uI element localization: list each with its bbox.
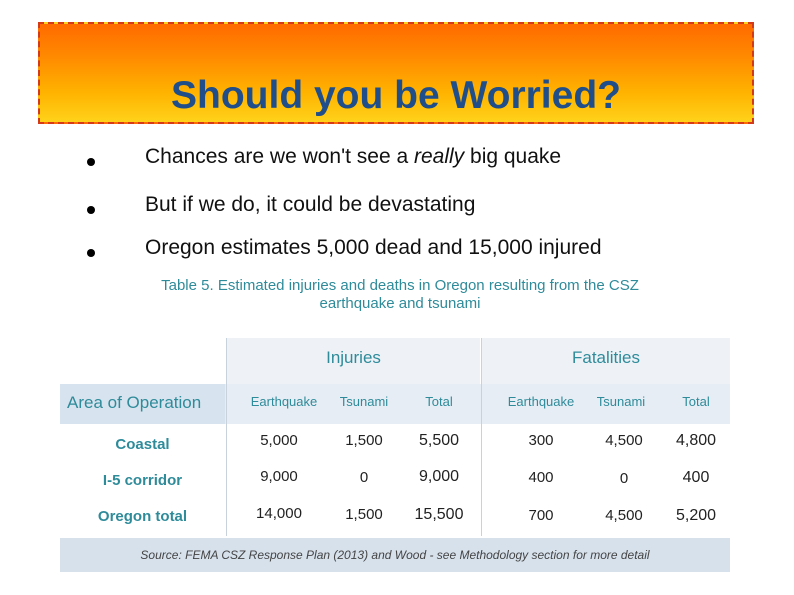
slide-title: Should you be Worried? [171, 74, 621, 117]
table-cell: 4,500 [605, 507, 643, 524]
table-cell: 1,500 [345, 432, 383, 449]
table-cell: 400 [682, 469, 710, 486]
fatalities-header-label: Fatalities [571, 348, 641, 367]
table-cell: 0 [359, 469, 369, 486]
bullet-text: Oregon estimates 5,000 dead and 15,000 injured [145, 236, 602, 259]
table-cell: 14,000 [256, 505, 302, 522]
col-header-fatalities-tsunami: Tsunami [596, 394, 646, 409]
table-cell: 0 [619, 470, 629, 487]
col-header-injuries-tsunami: Tsunami [339, 394, 389, 409]
table-cell: 5,500 [418, 432, 460, 449]
table-cell: 4,500 [605, 432, 643, 449]
table-source-note: Source: FEMA CSZ Response Plan (2013) and Wood - see Methodology section for more detail [60, 538, 730, 572]
table-cell: 700 [528, 507, 554, 524]
bullet-item [85, 145, 725, 181]
row-label-i5-corridor: I-5 corridor [102, 472, 183, 489]
area-of-operation-header: Area of Operation [67, 393, 202, 412]
bullet-item [85, 193, 725, 229]
table-caption: Table 5. Estimated injuries and deaths in Oregon resulting from the CSZ earthquake and tsunami [161, 277, 639, 312]
bullet-text: But if we do, it could be devastating [145, 193, 476, 216]
table-cell: 9,000 [260, 468, 298, 485]
col-header-fatalities-total: Total [682, 394, 710, 409]
row-label-coastal: Coastal [115, 436, 170, 453]
column-divider [481, 338, 482, 536]
table-cell: 9,000 [418, 468, 460, 485]
table-cell: 300 [528, 432, 554, 449]
table-cell: 1,500 [345, 506, 383, 523]
table-cell: 4,800 [675, 432, 717, 449]
injuries-header-label: Injuries [326, 348, 381, 367]
table-cell: 5,200 [675, 507, 717, 524]
table-cell: 15,500 [414, 506, 464, 523]
bullet-dot-icon [87, 249, 95, 257]
title-banner [38, 22, 754, 124]
bullet-dot-icon [87, 206, 95, 214]
bullet-text: Chances are we won't see a really big quake [145, 145, 562, 168]
col-header-fatalities-earthquake: Earthquake [507, 394, 575, 409]
row-label-oregon-total: Oregon total [97, 508, 188, 525]
table-cell: 400 [528, 469, 554, 486]
bullet-dot-icon [87, 158, 95, 166]
table-cell: 5,000 [260, 432, 298, 449]
injuries-fatalities-table [60, 338, 730, 573]
col-header-injuries-total: Total [425, 394, 453, 409]
column-divider [226, 338, 227, 536]
bullet-item [85, 236, 725, 272]
col-header-injuries-earthquake: Earthquake [250, 394, 318, 409]
